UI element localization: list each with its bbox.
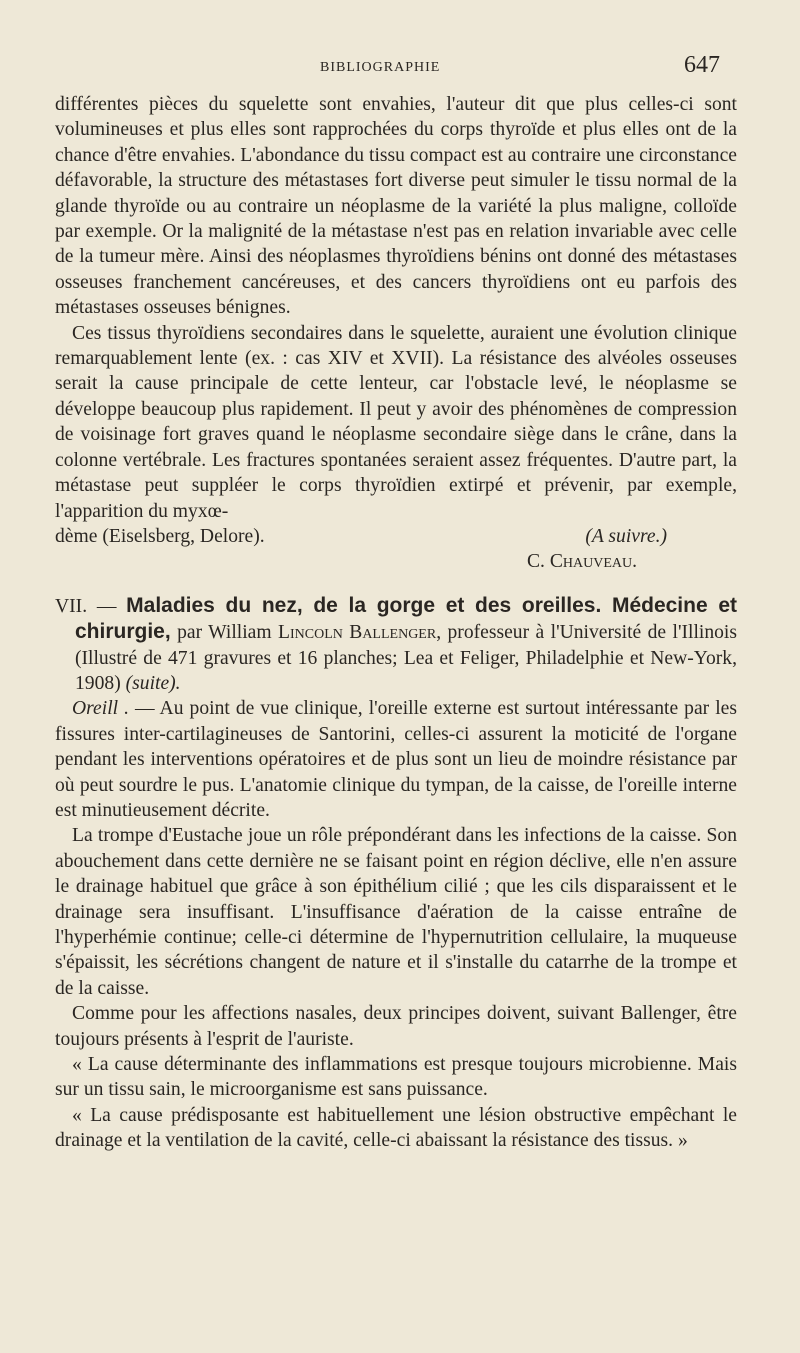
page-number: 647: [684, 52, 720, 78]
signature-name: Chauveau.: [549, 551, 637, 573]
section-number: VII. —: [55, 595, 127, 617]
paragraph-ear-text: — Au point de vue clinique, l'oreille externe est surtout intéressante par les fissures inter-cartilagineuses de Santorini, celles-ci assurent la moticité de l'organe pendant les interventions opératoires et de plus sont un lieu de moindre résistance par où peut sourdre le pus. L'anatomie clinique du tympan, de la caisse, de l'oreille interne est minutieusement décrite.: [55, 698, 737, 821]
paragraph-last-line: dème (Eiselsberg, Delore).: [55, 525, 265, 547]
publication-details: professeur à l'Université de l'Illinois (Illustré de 471 gravures et 16 planches; Lea et Feliger, Philadelphie et New-York, 1908): [75, 622, 738, 694]
paragraph-eustachian-tube: La trompe d'Eustache joue un rôle prépondérant dans les infections de la caisse. Son abouchement dans cette dernière ne se faisant point en région déclive, elle n'en assure le drainage habituel que grâce à son épithélium cilié ; que les cils disparaissent et le drainage sera insuffisant. L'insuffisance d'aération de la caisse entraîne de l'hyperhémie continue; celle-ci détermine de l'hypernutrition cellulaire, la muqueuse s'épaissit, les sécrétions changent de nature et il s'installe du catarrhe de la trompe et de la caisse.: [55, 825, 737, 999]
paragraph-secondary-tissues: Ces tissus thyroïdiens secondaires dans le squelette, auraient une évolution clinique remarquablement lente (ex. : cas XIV et XVII). La résistance des alvéoles osseuses serait la cause principale de cette lenteur, car l'obstacle levé, le néoplasme se développe beaucoup plus rapidement. Il peut y avoir des phénomènes de compression de voisinage fort graves quand le néoplasme secondaire siège dans le crâne, dans la colonne vertébrale. Les fractures spontanées seraient assez fréquentes. D'autre part, la métastase peut suppléer le corps thyroïdien extirpé et prévenir, par exemple, l'apparition du myxœ-: [55, 322, 737, 522]
author-signature: [55, 549, 737, 574]
paragraph-ear: [55, 696, 737, 823]
paragraph-principles: Comme pour les affections nasales, deux principes doivent, suivant Ballenger, être toujours présents à l'esprit de l'auriste.: [55, 1003, 737, 1050]
paragraph-quote-determinant: « La cause déterminante des inflammations est presque toujours microbienne. Mais sur un tissu sain, le microorganisme est sans puissance.: [55, 1054, 737, 1101]
signature-initial: C.: [526, 551, 550, 573]
author-name: Lincoln Ballenger,: [278, 622, 442, 644]
continuation-line: [55, 524, 737, 549]
section-title: Maladies du nez, de la gorge et des oreilles. Médecine et chirurgie,: [75, 593, 737, 644]
paragraph-lead: Oreill .: [72, 698, 129, 720]
page-header: [60, 52, 720, 82]
paragraph-quote-predisposing: « La cause prédisposante est habituellement une lésion obstructive empêchant le drainage et la ventilation de la cavité, celle-ci abaissant la résistance des tissus. »: [55, 1104, 737, 1152]
paragraph-metastases: différentes pièces du squelette sont envahies, l'auteur dit que plus celles-ci sont volumineuses et plus elles sont rapprochées du corps thyroïde et plus elles ont de la chance d'être envahies. L'abondance du tissu compact est au contraire une circonstance défavorable, la structure des métastases fort diverse peut simuler le tissu normal de la glande thyroïde ou au contraire un néoplasme de la variété la plus maligne, colloïde par exemple. Or la malignité de la métastase n'est pas en relation invariable avec celle de la tumeur mère. Ainsi des néoplasmes thyroïdiens bénins ont donné des métastases osseuses franchement cancéreuses, et des cancers thyroïdiens ont eu parfois des métastases osseuses bénignes.: [55, 94, 737, 319]
section-byline: par William: [170, 622, 278, 644]
suite-note: (suite).: [125, 672, 181, 694]
page-body: [55, 92, 737, 1154]
running-title: BIBLIOGRAPHIE: [320, 60, 441, 75]
to-be-continued-note: (A suivre.): [585, 525, 667, 547]
section-heading: [55, 593, 737, 697]
